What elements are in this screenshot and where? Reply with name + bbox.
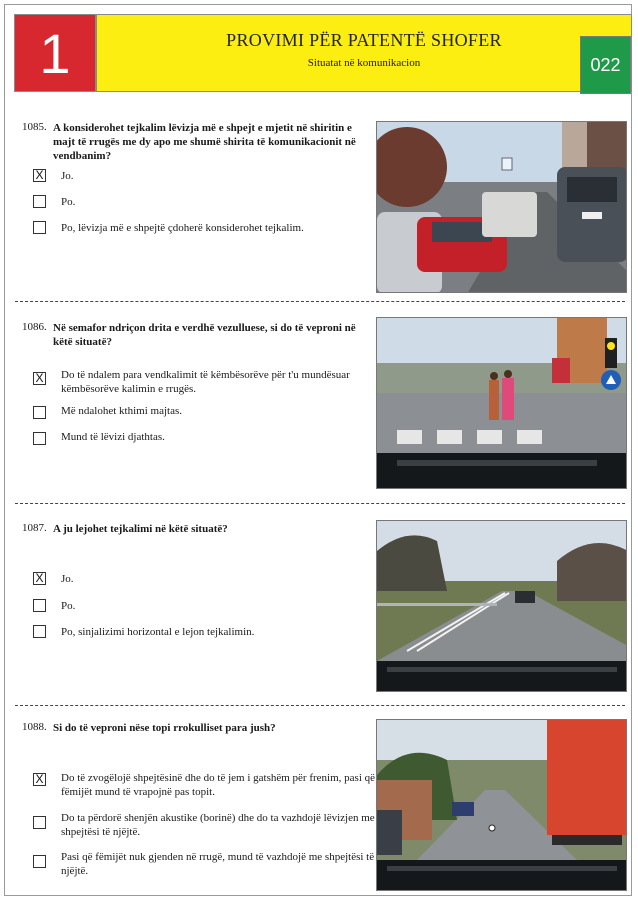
question-text: Si do të veproni nëse topi rrokulliset para jush? <box>53 722 276 734</box>
page-header <box>14 14 632 92</box>
answer-text: Po. <box>61 196 76 208</box>
question-text: A ju lejohet tejkalimi në këtë situatë? <box>53 523 228 535</box>
answer-text: Po, sinjalizimi horizontal e lejon tejkalimin. <box>61 626 255 638</box>
question-divider <box>15 301 625 302</box>
answer-checkbox[interactable] <box>33 195 46 208</box>
answer-text: Më ndalohet kthimi majtas. <box>61 405 182 417</box>
answer-text: Do të ndalem para vendkalimit të këmbësorëve për t'u mundësuar këmbësorëve kalimin e rrugës. <box>61 369 350 395</box>
answer-text: Po. <box>61 600 76 612</box>
question-number: 1085. <box>22 121 47 133</box>
answer-text: Jo. <box>61 170 74 182</box>
country-road-photo <box>376 520 627 692</box>
traffic-jam-photo <box>376 121 627 293</box>
question-divider <box>15 503 625 504</box>
answer-checkbox[interactable] <box>33 625 46 638</box>
answer-checkbox[interactable] <box>33 221 46 234</box>
question-number: 1086. <box>22 321 47 333</box>
answer-checkbox[interactable] <box>33 432 46 445</box>
question-divider <box>15 705 625 706</box>
answer-checkbox[interactable]: X <box>33 372 46 385</box>
question-text: A konsiderohet tejkalim lëvizja më e shpejt e mjetit në shiritin e majt të rrugës me dy apo me shumë shirita të komunikacionit në vendbanim? <box>53 122 356 162</box>
answer-text: Pasi që fëmijët nuk gjenden në rrugë, mund të vazhdojë me shpejtësi të njëjtë. <box>61 851 375 877</box>
answer-text: Mund të lëvizi djathtas. <box>61 431 165 443</box>
exam-page <box>4 4 632 896</box>
answer-checkbox[interactable] <box>33 406 46 419</box>
question-number: 1088. <box>22 721 47 733</box>
answer-text: Do ta përdorë shenjën akustike (borinë) dhe do ta vazhdojë lëvizjen me shpejtësi të njëjtë. <box>61 812 375 838</box>
answer-checkbox[interactable] <box>33 599 46 612</box>
crosswalk-photo <box>376 317 627 489</box>
answer-text: Po, lëvizja më e shpejtë çdoherë konsiderohet tejkalim. <box>61 222 304 234</box>
question-number: 1087. <box>22 522 47 534</box>
answer-checkbox[interactable]: X <box>33 169 46 182</box>
answer-checkbox[interactable]: X <box>33 773 46 786</box>
page-subtitle: Situatat në komunikacion <box>307 57 421 69</box>
answer-checkbox[interactable]: X <box>33 572 46 585</box>
page-title: PROVIMI PËR PATENTË SHOFER <box>226 30 502 50</box>
street-ball-photo <box>376 719 627 891</box>
answer-checkbox[interactable] <box>33 855 46 868</box>
answer-checkbox[interactable] <box>33 816 46 829</box>
question-text: Në semafor ndriçon drita e verdhë vezulluese, si do të veproni në këtë situatë? <box>53 322 356 348</box>
page-code: 022 <box>580 36 631 94</box>
answer-text: Do të zvogëlojë shpejtësinë dhe do të jem i gatshëm për frenim, pasi që fëmijët mund të vrapojnë pas topit. <box>61 772 376 798</box>
chapter-number: 1 <box>14 14 96 92</box>
title-bar <box>96 14 632 92</box>
answer-text: Jo. <box>61 573 74 585</box>
